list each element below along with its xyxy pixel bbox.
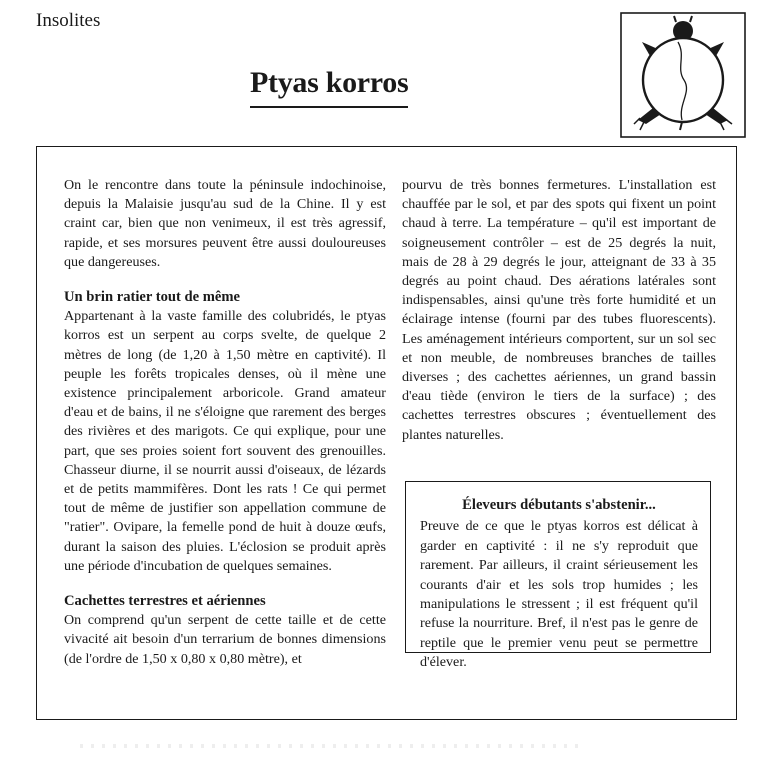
sidebar-box-heading: Éleveurs débutants s'abstenir... [462,497,656,513]
scan-artifact [80,744,580,748]
section-text-cachettes-left: On comprend qu'un serpent de cette taille et de cette vivacité ait besoin d'un terrarium de bonnes dimensions (de l'ordre de 1,50 x 0,80 x 0,80 mètre), et [64,612,386,667]
section-label: Insolites [36,10,101,31]
tortoise-icon [620,12,746,138]
article-column-right [402,176,716,445]
title-underline [250,106,408,108]
intro-paragraph: On le rencontre dans toute la péninsule indochinoise, depuis la Malaisie jusqu'au sud de la Chine. Il y est craint car, bien que non venimeux, il est très agressif, rapide, et ses morsures peuvent être aussi douloureuses que dangereuses. [64,177,386,270]
logo [620,12,746,138]
section-text-ratier: Appartenant à la vaste famille des colubridés, le ptyas korros est un serpent au corps svelte, de quelque 2 mètres de long (de 1,20 à 1,50 mètre en captivité). Il peuple les forêts tropicales denses, où il mène une existence principalement arboricole. Grand amateur d'eau et de bains, il ne s'éloigne que rarement des berges des rivières et des marigots. Ce qui explique, pour une part, que ses proies soient fort souvent des grenouilles. Chasseur diurne, il se nourrit aussi d'oiseaux, de lézards et de petits mammifères. Dont les rats ! Ce qui permet tout de même de justifier son appellation commune de "ratier". Ovipare, la femelle pond de huit à douze œufs, durant la saison des pluies. L'éclosion se produit après une période d'incubation de quelques semaines. [64,308,386,574]
section-heading-ratier: Un brin ratier tout de même [64,289,241,306]
page-title: Ptyas korros [250,66,409,99]
section-text-cachettes-right: pourvu de très bonnes fermetures. L'installation est chauffée par le sol, et par des spots qui fixent un point chaud à terre. La température – qu'il est important de soigneusement contrôler – est de 25 degrés la nuit, mais de 28 à 29 degrés le jour, atteignant de 33 à 35 degrés au point chaud. Des aérations latérales sont indispensables, ainsi qu'une très forte humidité et un éclairage intense (fourni par des tubes fluorescents). Les aménagement intérieurs comportent, sur un sol sec et non meuble, de nombreuses branches de tailles diverses ; des cachettes aériennes, un grand bassin d'eau tiède (environ le tiers de la surface) ; des cachettes terrestres obscures ; éventuellement des plantes naturelles. [402,177,716,443]
article-column-left [64,176,386,669]
section-heading-cachettes: Cachettes terrestres et aériennes [64,593,266,610]
sidebar-box-text: Preuve de ce que le ptyas korros est délicat à garder en captivité : il ne s'y reproduit que rarement. Par ailleurs, il craint sérieusement les courants d'air et les sols trop humides ; les manipulations le stressent ; il est fréquent qu'il refuse la nourriture. Bref, il n'est pas le genre de reptile que le premier venu peut se permettre d'élever. [420,518,698,671]
sidebar-box [405,481,711,671]
